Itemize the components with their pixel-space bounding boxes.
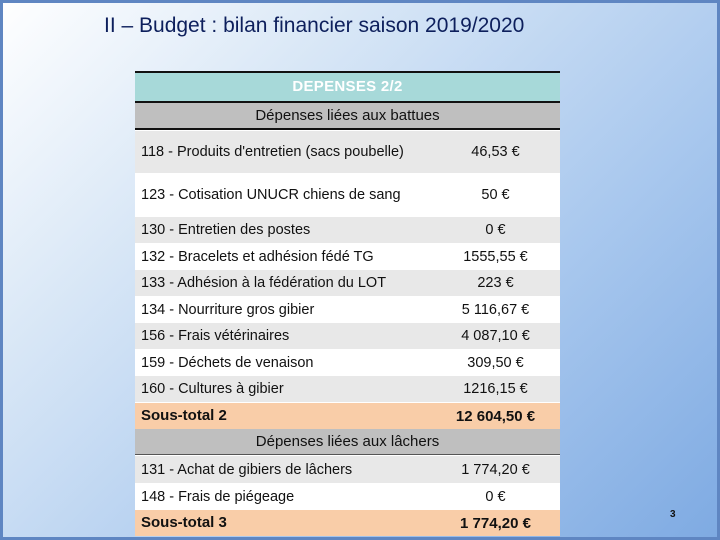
section-title-lachers: Dépenses liées aux lâchers [135,429,560,455]
row-label: 130 - Entretien des postes [141,222,311,238]
table-row [135,269,560,296]
row-value: 309,50 € [467,354,524,371]
subtotal-row [135,509,560,536]
table-row [135,130,560,173]
table-row [135,296,560,322]
table-row [135,173,560,216]
subtotal-label: Sous-total 2 [141,407,227,424]
section-title-battues: Dépenses liées aux battues [135,103,560,130]
row-label: 134 - Nourriture gros gibier [141,301,315,318]
row-label: 118 - Produits d'entretien (sacs poubelle) [141,144,404,160]
row-value: 5 116,67 € [461,301,530,318]
row-value: 1216,15 € [463,381,528,397]
row-value: 1 774,20 € [461,461,530,478]
subtotal-value: 12 604,50 € [455,407,536,425]
table-row [135,455,560,483]
row-label: 133 - Adhésion à la fédération du LOT [141,275,387,291]
table-row [135,483,560,509]
row-label: 159 - Déchets de venaison [141,354,314,371]
row-value: 4 087,10 € [461,328,530,344]
row-label: 132 - Bracelets et adhésion fédé TG [141,248,374,265]
table-row [135,349,560,375]
table-row [135,243,560,269]
table-row [135,322,560,349]
row-value: 223 € [477,275,514,291]
table-header: DEPENSES 2/2 [135,73,560,103]
row-value: 1555,55 € [463,248,528,265]
page-number: 3 [670,509,676,520]
slide-title: II – Budget : bilan financier saison 2019/2020 [104,14,525,37]
row-label: 123 - Cotisation UNUCR chiens de sang [141,187,401,203]
row-value: 50 € [481,187,510,203]
row-label: 160 - Cultures à gibier [141,381,284,397]
row-value: 0 € [485,488,506,505]
row-value: 46,53 € [471,144,520,160]
row-label: 148 - Frais de piégeage [141,488,295,505]
table-row [135,216,560,243]
budget-table [135,71,560,536]
subtotal-value: 1 774,20 € [460,514,531,532]
row-label: 156 - Frais vétérinaires [141,328,290,344]
subtotal-row [135,402,560,429]
row-label: 131 - Achat de gibiers de lâchers [141,461,353,478]
row-value: 0 € [485,222,506,238]
table-row [135,375,560,402]
subtotal-label: Sous-total 3 [141,514,227,531]
